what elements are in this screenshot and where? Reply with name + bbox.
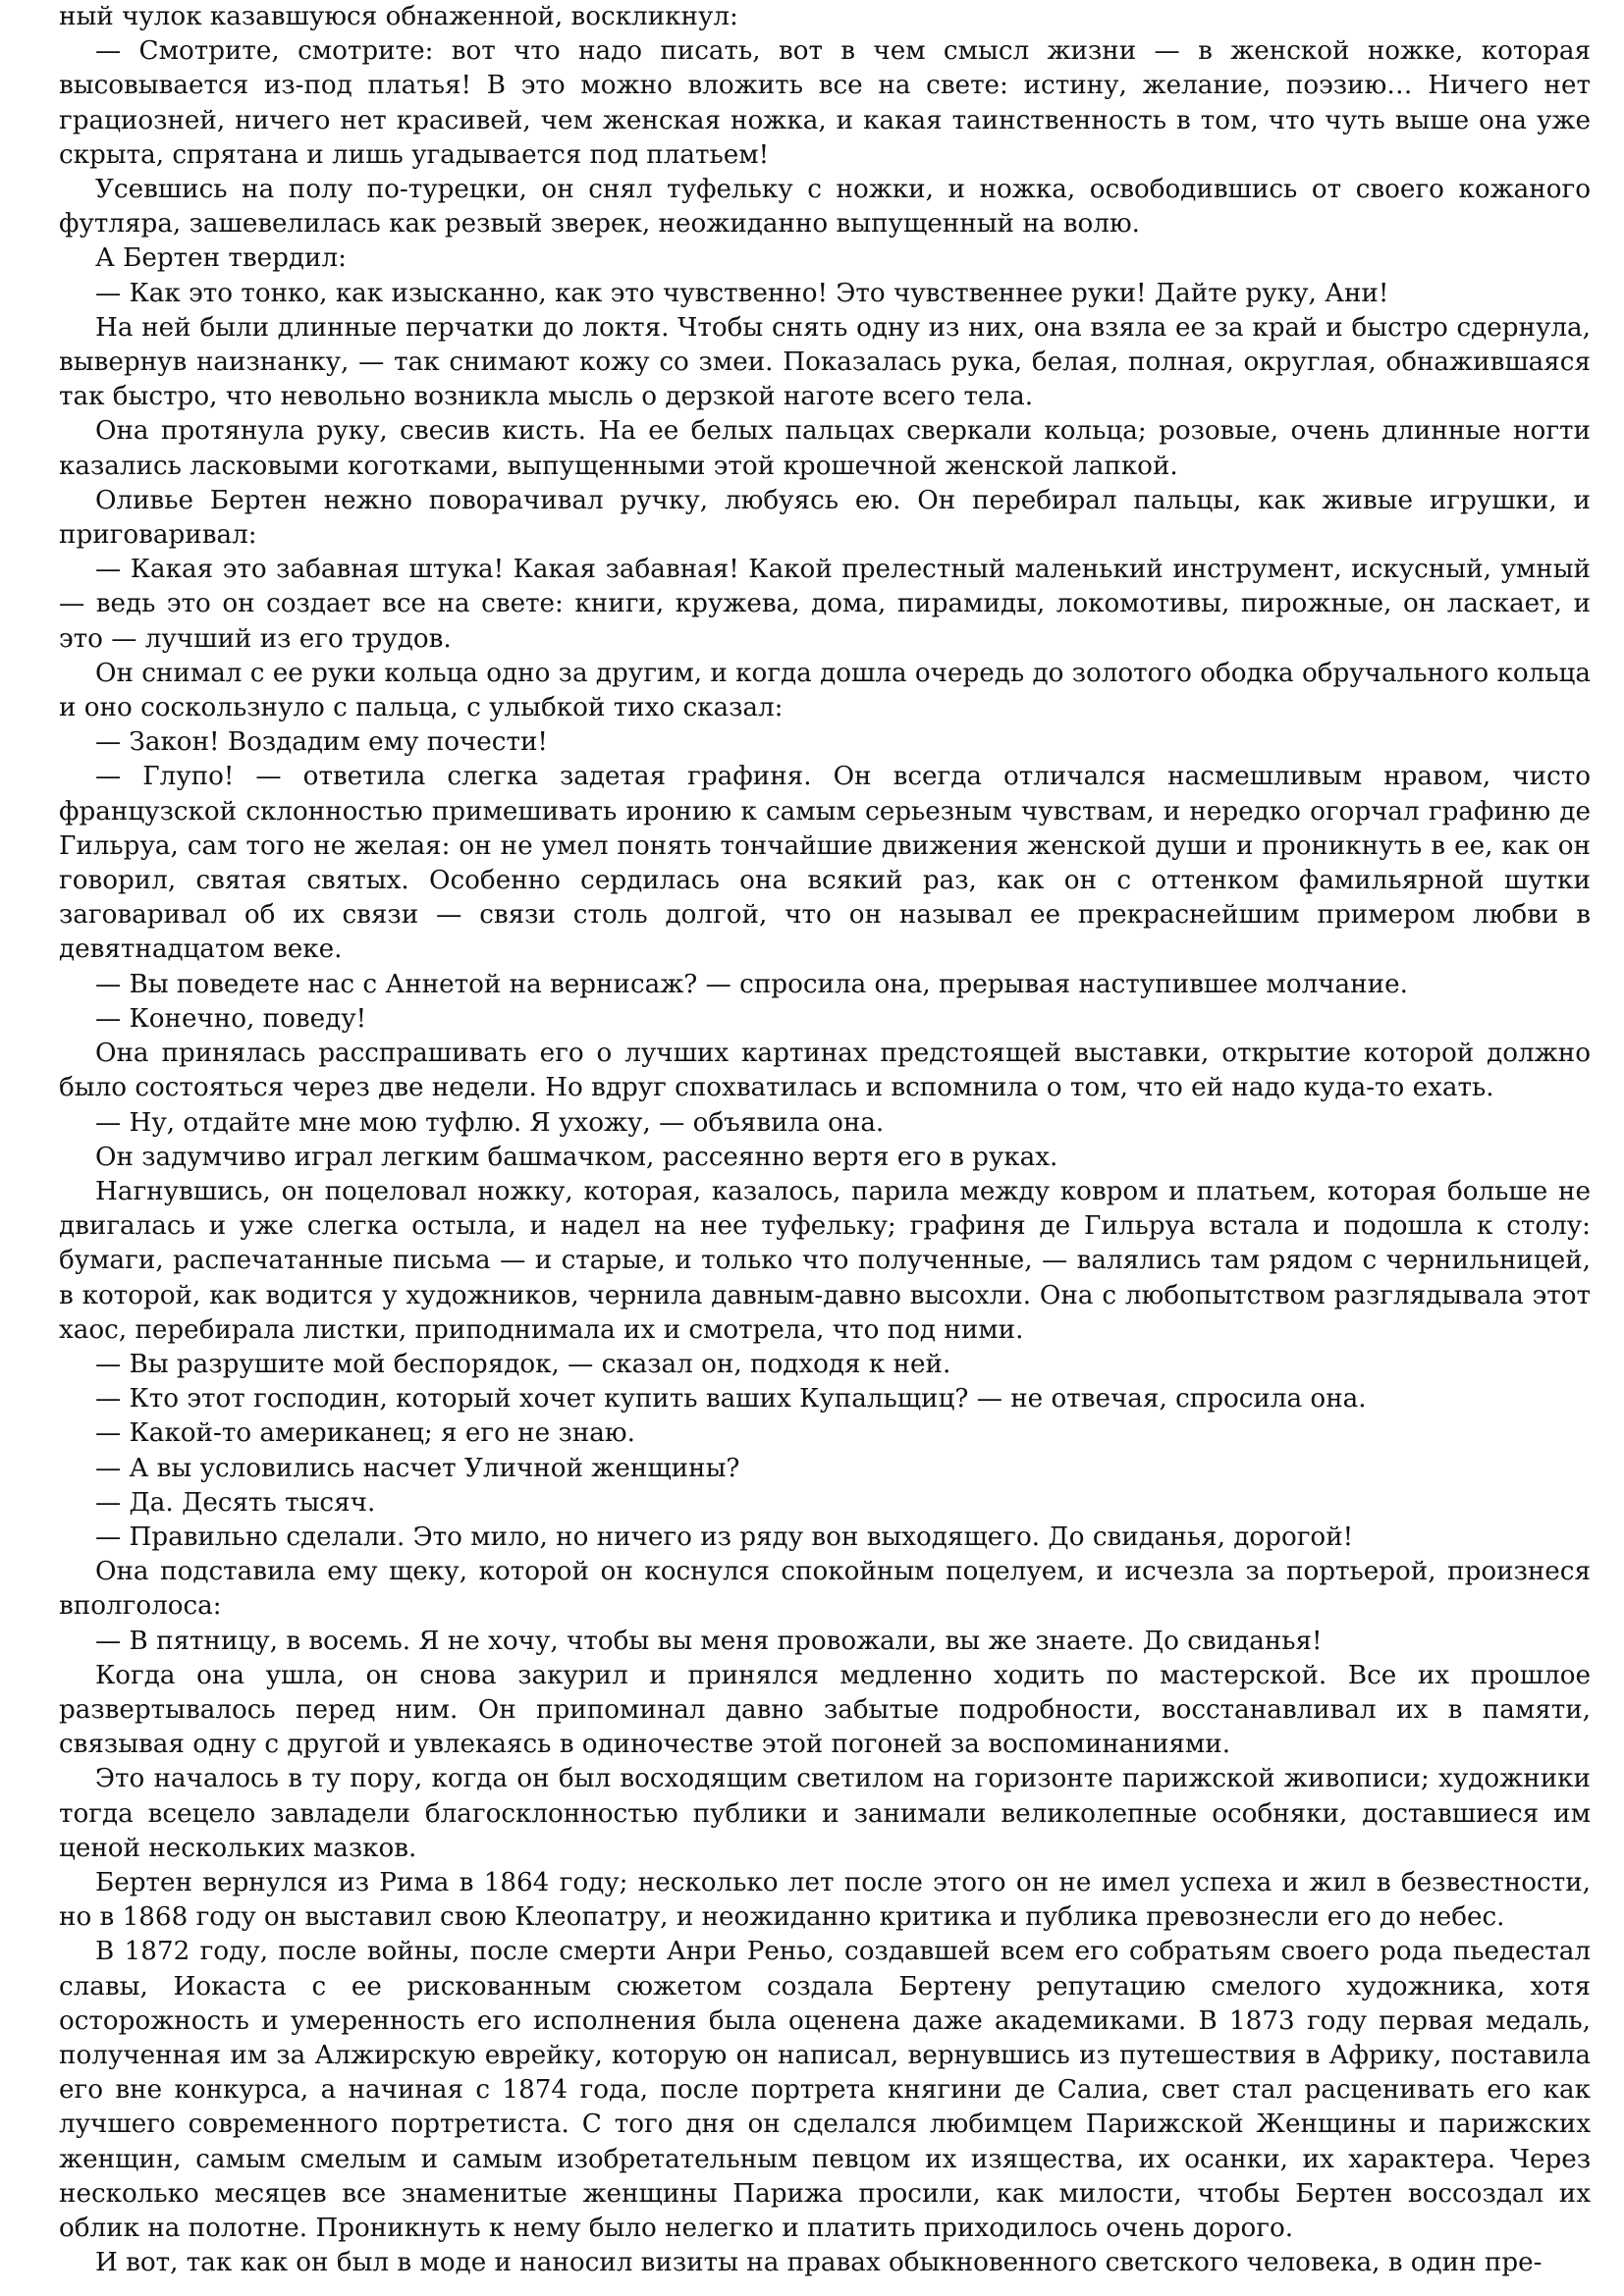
paragraph: — Ну, отдайте мне мою туфлю. Я ухожу, — объявила она. <box>95 1107 885 1138</box>
paragraph: — Как это тонко, как изысканно, как это чувственно! Это чувственнее руки! Дайте руку, Ани! <box>95 278 1389 308</box>
paragraph: — Вы разрушите мой беспорядок, — сказал он, подходя к ней. <box>95 1349 951 1379</box>
paragraph: ный чулок казавшуюся обнаженной, воскликнул: <box>59 2 738 31</box>
paragraph: В 1872 году, после войны, после смерти Анри Реньо, создавшей всем его собратьям своего рода пьедестал славы, Иокаста с ее рискованным сюжетом создала Бертену репутацию смелого художника, хотя осторожность и умеренность его исполнения была оценена даже академиками. В 1873 году первая медаль, полученная им за Алжирскую еврейку, которую он написал, вернувшись из путешествия в Африку, поставила его вне конкурса, а начиная с 1874 года, после портрета княгини де Салиа, свет стал расценивать его как лучшего современного портретиста. С того дня он сделался любимцем Парижской Женщины и парижских женщин, самым смелым и самым изобретательным певцом их изящества, их осанки, их характера. Через несколько месяцев все знаменитые женщины Парижа просили, как милости, чтобы Бертен воссоздал их облик на полотне. Проникнуть к нему было нелегко и платить приходилось очень дорого. <box>59 1937 1591 2243</box>
paragraph: — Закон! Воздадим ему почести! <box>95 727 548 758</box>
paragraph: — Кто этот господин, который хочет купить ваших Купальщиц? — не отвечая, спросила она. <box>95 1384 1367 1415</box>
page-text <box>59 0 1591 2280</box>
paragraph: Это началось в ту пору, когда он был восходящим светилом на горизонте парижской живописи; художники тогда всецело завладели благосклонностью публики и занимали великолепные особняки, доставшиеся им ценой нескольких мазков. <box>59 1764 1591 1863</box>
paragraph: Оливье Бертен нежно поворачивал ручку, любуясь ею. Он перебирал пальцы, как живые игрушки, и приговаривал: <box>59 485 1591 551</box>
paragraph: Бертен вернулся из Рима в 1864 году; несколько лет после этого он не имел успеха и жил в безвестности, но в 1868 году он выставил свою Клеопатру, и неожиданно критика и публика превознесли его до небес. <box>59 1867 1591 1933</box>
paragraph: — Да. Десять тысяч. <box>95 1487 376 1518</box>
paragraph: — Смотрите, смотрите: вот что надо писать, вот в чем смысл жизни — в женской ножке, которая высовывается из-под платья! В это можно вложить все на свете: истину, желание, поэзию… Ничего нет грациозней, ничего нет красивей, чем женская ножка, и какая таинственность в том, что чуть выше она уже скрыта, спрятана и лишь угадывается под платьем! <box>59 36 1591 170</box>
paragraph: — Вы поведете нас с Аннетой на вернисаж? — спросила она, прерывая наступившее молчание. <box>95 969 1408 999</box>
paragraph: — Какая это забавная штука! Какая забавная! Какой прелестный маленький инструмент, искусный, умный — ведь это он создает все на свете: книги, кружева, дома, пирамиды, локомотивы, пирожные, он ласкает, и это — лучший из его трудов. <box>59 555 1591 654</box>
paragraph: На ней были длинные перчатки до локтя. Чтобы снять одну из них, она взяла ее за край и быстро сдернула, вывернув наизнанку, — так снимают кожу со змеи. Показалась рука, белая, полная, округлая, обнажившаяся так быстро, что невольно возникла мысль о дерзкой наготе всего тела. <box>59 312 1591 412</box>
paragraph: Он задумчиво играл легким башмачком, рассеянно вертя его в руках. <box>95 1142 1058 1172</box>
paragraph: И вот, так как он был в моде и наносил визиты на правах обыкновенного светского человека, в один пре- <box>95 2248 1543 2278</box>
paragraph: — Глупо! — ответила слегка задетая графиня. Он всегда отличался насмешливым нравом, чисто французской склонностью примешивать иронию к самым серьезным чувствам, и нередко огорчал графиню де Гильруа, сам того не желая: он не умел понять тончайшие движения женской души и проникнуть в ее, как он говорил, святая святых. Особенно сердилась она всякий раз, как он с оттенком фамильярной шутки заговаривал об их связи — связи столь долгой, что он называл ее прекраснейшим примером любви в девятнадцатом веке. <box>59 762 1591 965</box>
paragraph: Нагнувшись, он поцеловал ножку, которая, казалось, парила между ковром и платьем, которая больше не двигалась и уже слегка остыла, и надел на нее туфельку; графиня де Гильруа встала и подошла к столу: бумаги, распечатанные письма — и старые, и только что полученные, — валялись там рядом с чернильницей, в которой, как водится у художников, чернила давным-давно высохли. Она с любопытством разглядывала этот хаос, перебирала листки, приподнимала их и смотрела, что под ними. <box>59 1176 1591 1345</box>
paragraph: Он снимал с ее руки кольца одно за другим, и когда дошла очередь до золотого ободка обручального кольца и оно соскользнуло с пальца, с улыбкой тихо сказал: <box>59 658 1591 723</box>
paragraph: — Конечно, поведу! <box>95 1003 367 1034</box>
paragraph: Она подставила ему щеку, которой он коснулся спокойным поцелуем, и исчезла за портьерой, произнеся вполголоса: <box>59 1557 1591 1622</box>
paragraph: А Бертен твердил: <box>95 243 347 274</box>
paragraph: Когда она ушла, он снова закурил и принялся медленно ходить по мастерской. Все их прошлое развертывалось перед ним. Он припоминал давно забытые подробности, восстанавливал их в памяти, связывая одну с другой и увлекаясь в одиночестве этой погоней за воспоминаниями. <box>59 1660 1591 1760</box>
paragraph: — А вы условились насчет Уличной женщины? <box>95 1453 740 1483</box>
paragraph: — Какой-то американец; я его не знаю. <box>95 1418 635 1449</box>
paragraph: Усевшись на полу по-турецки, он снял туфельку с ножки, и ножка, освободившись от своего кожаного футляра, зашевелилась как резвый зверек, неожиданно выпущенный на волю. <box>59 175 1591 240</box>
paragraph: Она протянула руку, свесив кисть. На ее белых пальцах сверкали кольца; розовые, очень длинные ногти казались ласковыми коготками, выпущенными этой крошечной женской лапкой. <box>59 416 1591 481</box>
paragraph: Она принялась расспрашивать его о лучших картинах предстоящей выставки, открытие которой должно было состояться через две недели. Но вдруг спохватилась и вспомнила о том, что ей надо куда-то ехать. <box>59 1039 1591 1103</box>
paragraph: — Правильно сделали. Это мило, но ничего из ряду вон выходящего. До свиданья, дорогой! <box>95 1522 1354 1552</box>
paragraph: — В пятницу, в восемь. Я не хочу, чтобы вы меня провожали, вы же знаете. До свиданья! <box>95 1626 1323 1656</box>
